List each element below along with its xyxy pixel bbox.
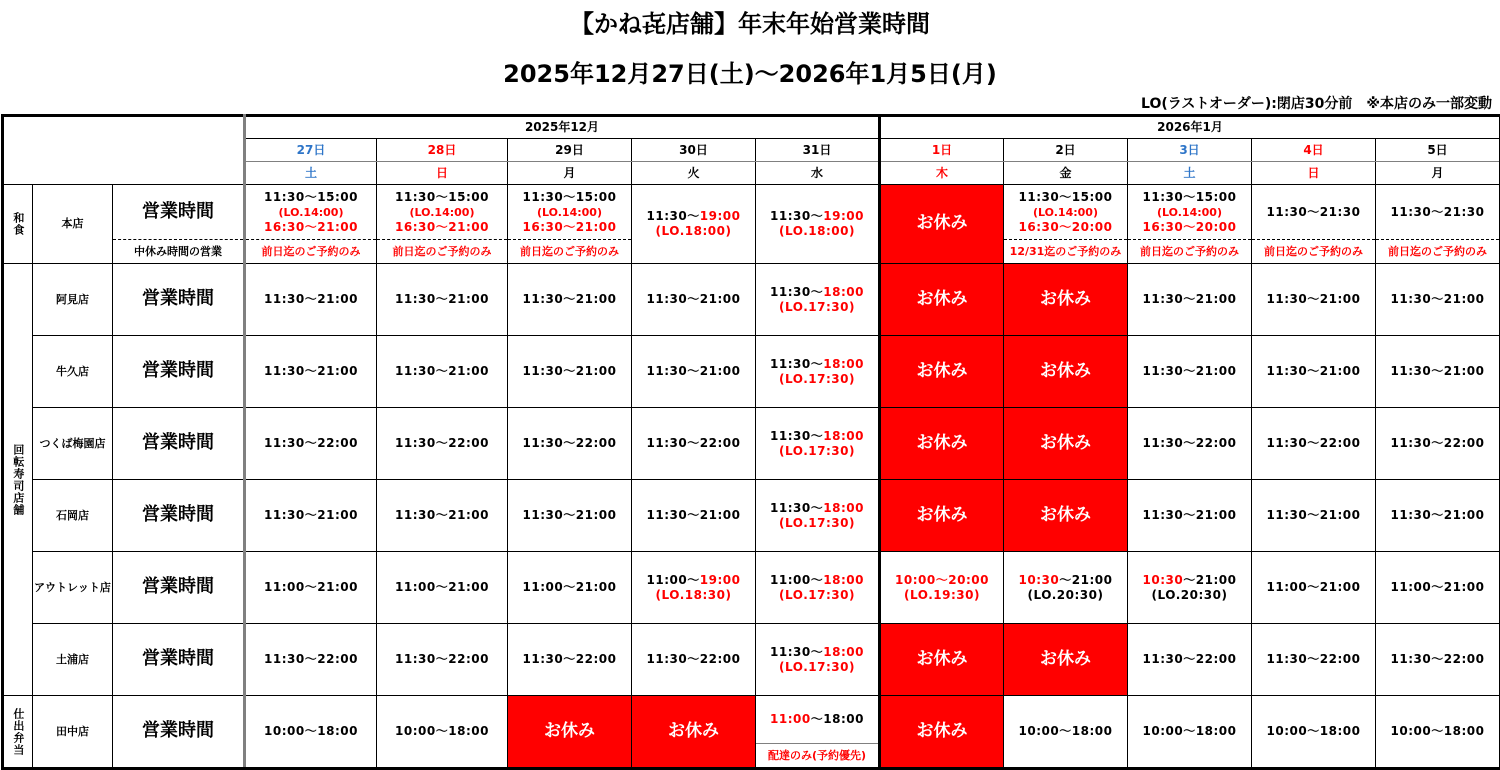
hours-text: 11:30〜21:00	[264, 292, 358, 306]
hours-end-changed: 18:00	[823, 428, 864, 443]
weekday-header: 火	[632, 162, 756, 185]
hours-text: 10:00〜18:00	[1018, 724, 1113, 738]
closed-label: お休み	[1040, 288, 1091, 309]
hours-text: 11:30〜21:00	[395, 292, 489, 306]
hours-cell	[632, 185, 756, 264]
day-header: 28日	[377, 139, 508, 162]
store-row	[3, 480, 1500, 552]
store-name: アウトレット店	[33, 552, 113, 624]
cell-line	[508, 205, 631, 220]
day-header: 2日	[1004, 139, 1128, 162]
hours-start: 11:30〜	[770, 356, 824, 371]
hours-start: 11:00〜	[646, 572, 700, 587]
hours-text: 11:30〜22:00	[1390, 436, 1485, 450]
hours-text: 11:30〜21:00	[1266, 364, 1361, 378]
hours-cell	[632, 624, 756, 696]
hours-cell	[880, 552, 1004, 624]
last-order-note: LO(ラストオーダー):閉店30分前 ※本店のみ一部変動	[1141, 96, 1492, 112]
closed-cell	[1004, 480, 1128, 552]
hours-cell	[1376, 696, 1500, 769]
hours-text: 11:30〜21:00	[1390, 508, 1485, 522]
category-shidashi-bento: 仕出弁当	[3, 696, 33, 769]
hours-cell	[1252, 624, 1376, 696]
hours-cell	[1252, 336, 1376, 408]
hours-text: 11:30〜22:00	[395, 436, 489, 450]
business-hours-label: 営業時間	[113, 336, 245, 408]
hours-cell	[756, 336, 880, 408]
last-order: (LO.18:00)	[655, 224, 732, 238]
hours-cell	[1128, 624, 1252, 696]
month-header: 2025年12月	[245, 116, 880, 139]
hours-cell	[1376, 480, 1500, 552]
cell-line	[756, 444, 878, 459]
last-order: (LO.14:00)	[537, 205, 602, 219]
hours-dinner: 16:30〜21:00	[395, 219, 489, 234]
hours-cell	[756, 264, 880, 336]
business-hours-label: 営業時間	[113, 480, 245, 552]
hours-cell	[756, 696, 880, 769]
closed-label: お休み	[1040, 648, 1091, 669]
hours-text: 11:30〜22:00	[522, 436, 617, 450]
last-order: (LO.19:30)	[904, 587, 980, 602]
cell-line	[377, 205, 507, 220]
last-order: (LO.17:30)	[779, 299, 855, 314]
hours-cell	[508, 336, 632, 408]
closed-label: お休み	[1040, 360, 1091, 381]
cell-line	[1004, 205, 1127, 220]
hours-text: 11:00〜21:00	[1390, 580, 1485, 594]
hours-cell	[632, 552, 756, 624]
hours-cell	[508, 185, 632, 240]
hours-lunch: 11:30〜15:00	[1018, 189, 1113, 204]
hours-end: 〜21:00	[1059, 572, 1113, 587]
hours-lunch: 11:30〜15:00	[395, 189, 489, 204]
hours-end-changed: 19:00	[699, 572, 741, 587]
hours-text: 11:30〜21:00	[1142, 364, 1237, 378]
hours-dinner: 16:30〜21:00	[522, 219, 617, 234]
hours-cell	[756, 480, 880, 552]
hours-text: 11:30〜22:00	[1390, 652, 1485, 666]
hours-text: 11:30〜21:00	[264, 508, 358, 522]
cell-line	[377, 220, 507, 235]
hours-cell	[632, 408, 756, 480]
hours-cell	[245, 624, 377, 696]
cell-line	[632, 224, 755, 239]
cell-line	[1128, 205, 1251, 220]
hours-dinner: 16:30〜20:00	[1018, 219, 1113, 234]
weekday-header: 月	[508, 162, 632, 185]
category-washoku: 和食	[3, 185, 33, 264]
cell-line	[246, 190, 376, 205]
hours-text: 11:00〜21:00	[395, 580, 489, 594]
hours-cell	[245, 185, 377, 240]
date-range: 2025年12月27日(土)〜2026年1月5日(月)	[503, 60, 997, 88]
hours-text: 11:30〜22:00	[264, 436, 358, 450]
hours-text: 11:30〜21:00	[522, 508, 617, 522]
hours-text: 11:30〜22:00	[1142, 652, 1237, 666]
cell-line	[1128, 220, 1251, 235]
hours-cell	[1004, 185, 1128, 240]
hours-cell	[245, 552, 377, 624]
hours-end-changed: 18:00	[823, 356, 864, 371]
day-header: 30日	[632, 139, 756, 162]
hours-cell	[1252, 408, 1376, 480]
closed-label: お休み	[916, 648, 968, 669]
cell-line	[1004, 220, 1127, 235]
hours-text: 11:30〜21:00	[1266, 508, 1361, 522]
closed-label: お休み	[544, 720, 595, 741]
hours-text: 11:30〜22:00	[1266, 652, 1361, 666]
hours-end: 〜21:00	[1183, 572, 1237, 587]
closed-cell	[880, 480, 1004, 552]
last-order: (LO.20:30)	[1027, 587, 1104, 602]
closed-cell	[880, 185, 1004, 264]
hours-cell	[1128, 264, 1252, 336]
hours-cell	[1252, 552, 1376, 624]
hours-cell	[1128, 480, 1252, 552]
store-row	[3, 336, 1500, 408]
hours-cell	[377, 480, 508, 552]
weekday-header: 水	[756, 162, 880, 185]
hours-start: 11:30〜	[770, 500, 824, 515]
day-header: 27日	[245, 139, 377, 162]
cell-line	[881, 588, 1003, 603]
hours-cell	[1004, 696, 1128, 769]
hours-text: 10:00〜20:00	[895, 572, 989, 587]
reservation-note: 前日迄のご予約のみ	[1376, 240, 1500, 264]
hours-cell	[756, 185, 880, 264]
day-header: 5日	[1376, 139, 1500, 162]
hours-text: 11:30〜21:00	[1142, 292, 1237, 306]
hours-cell	[1376, 336, 1500, 408]
hours-text: 11:30〜22:00	[646, 436, 741, 450]
weekday-header: 月	[1376, 162, 1500, 185]
hours-text: 10:00〜18:00	[1390, 724, 1485, 738]
hours-end-changed: 18:00	[823, 572, 864, 587]
cell-line	[1004, 588, 1127, 603]
hours-text: 11:30〜21:00	[395, 508, 489, 522]
cell-line	[632, 573, 755, 588]
hours-text: 10:00〜18:00	[395, 724, 489, 738]
hours-text: 11:30〜21:00	[1142, 508, 1237, 522]
hours-cell	[245, 696, 377, 769]
cell-line	[1128, 190, 1251, 205]
hours-lunch: 11:30〜15:00	[522, 189, 617, 204]
hours-cell	[1376, 264, 1500, 336]
hours-cell	[632, 336, 756, 408]
store-name: 田中店	[33, 696, 113, 769]
cell-line	[756, 357, 878, 372]
business-hours-label: 営業時間	[113, 264, 245, 336]
cell-line	[632, 588, 755, 603]
last-order: (LO.18:00)	[779, 224, 855, 238]
reservation-note: 前日迄のご予約のみ	[1128, 240, 1252, 264]
month-header: 2026年1月	[880, 116, 1500, 139]
hours-text: 11:30〜22:00	[646, 652, 741, 666]
last-order: (LO.18:30)	[655, 587, 732, 602]
hours-cell	[1252, 696, 1376, 769]
store-row-tanaka	[3, 696, 1500, 769]
cell-line	[756, 516, 878, 531]
hours-cell	[1376, 185, 1500, 240]
cell-line	[1128, 573, 1251, 588]
hours-cell	[245, 264, 377, 336]
weekday-header: 木	[880, 162, 1004, 185]
hours-text: 11:30〜21:00	[1390, 364, 1485, 378]
last-order: (LO.14:00)	[278, 205, 344, 219]
business-hours-label: 営業時間	[113, 185, 245, 240]
hours-cell	[1004, 552, 1128, 624]
hours-cell	[508, 264, 632, 336]
midday-break-label: 中休み時間の営業	[113, 240, 245, 264]
store-row-honten	[3, 185, 1500, 240]
store-name: つくば梅園店	[33, 408, 113, 480]
hours-cell	[245, 480, 377, 552]
hours-cell	[1128, 552, 1252, 624]
last-order: (LO.17:30)	[779, 587, 855, 602]
cell-line	[756, 573, 878, 588]
hours-cell	[1128, 408, 1252, 480]
cell-line	[756, 660, 878, 675]
store-name: 石岡店	[33, 480, 113, 552]
hours-text: 11:30〜21:00	[646, 364, 741, 378]
hours-cell	[1376, 552, 1500, 624]
last-order: (LO.14:00)	[409, 205, 475, 219]
hours-line	[756, 696, 878, 744]
closed-label: お休み	[916, 360, 968, 381]
reservation-note: 前日迄のご予約のみ	[377, 240, 508, 264]
hours-cell	[1252, 264, 1376, 336]
closed-cell	[1004, 624, 1128, 696]
hours-cell	[1128, 185, 1252, 240]
hours-start: 11:30〜	[770, 644, 824, 659]
corner-cell	[3, 116, 245, 185]
store-row	[3, 552, 1500, 624]
hours-text: 11:30〜21:00	[264, 364, 358, 378]
closed-label: お休み	[916, 213, 968, 234]
reservation-note: 前日迄のご予約のみ	[245, 240, 377, 264]
month-row	[3, 116, 1500, 139]
hours-cell	[756, 624, 880, 696]
weekday-header: 土	[245, 162, 377, 185]
hours-start: 11:00〜	[770, 572, 824, 587]
reservation-note: 前日迄のご予約のみ	[508, 240, 632, 264]
hours-text: 11:30〜22:00	[395, 652, 489, 666]
cell-line	[377, 190, 507, 205]
hours-text: 11:30〜21:00	[646, 508, 741, 522]
hours-start: 11:30〜	[770, 209, 824, 223]
hours-text: 10:00〜18:00	[1142, 724, 1237, 738]
hours-text: 11:30〜22:00	[1142, 436, 1237, 450]
day-header: 1日	[880, 139, 1004, 162]
reservation-note: 12/31迄のご予約のみ	[1004, 240, 1128, 264]
day-header: 29日	[508, 139, 632, 162]
hours-cell	[756, 552, 880, 624]
cell-line	[1128, 588, 1251, 603]
store-name: 土浦店	[33, 624, 113, 696]
closed-label: お休み	[916, 288, 968, 309]
hours-start: 11:30〜	[646, 209, 700, 223]
store-name: 本店	[33, 185, 113, 264]
hours-cell	[632, 264, 756, 336]
last-order: (LO.14:00)	[1033, 205, 1098, 219]
page-title: 【かね㐂店舗】年末年始営業時間	[570, 10, 930, 38]
hours-dinner: 16:30〜20:00	[1142, 219, 1237, 234]
hours-cell	[245, 408, 377, 480]
hours-cell	[1252, 480, 1376, 552]
hours-cell	[1128, 336, 1252, 408]
cell-line	[756, 224, 878, 239]
closed-label: お休み	[916, 504, 968, 525]
hours-text: 11:30〜21:30	[1390, 204, 1485, 219]
hours-end: 〜18:00	[810, 712, 864, 726]
cell-line	[756, 429, 878, 444]
hours-text: 10:00〜18:00	[1266, 724, 1361, 738]
weekday-header: 金	[1004, 162, 1128, 185]
hours-cell	[1128, 696, 1252, 769]
last-order: (LO.14:00)	[1157, 205, 1222, 219]
hours-cell	[377, 408, 508, 480]
hours-cell	[377, 185, 508, 240]
cell-line	[1004, 573, 1127, 588]
day-header: 3日	[1128, 139, 1252, 162]
closed-cell	[880, 264, 1004, 336]
hours-text: 11:30〜22:00	[264, 652, 358, 666]
hours-cell	[1252, 185, 1376, 240]
hours-cell	[508, 552, 632, 624]
cell-line	[246, 220, 376, 235]
weekday-header: 日	[377, 162, 508, 185]
hours-text: 11:30〜21:30	[1266, 204, 1361, 219]
hours-cell	[508, 408, 632, 480]
cell-line	[756, 588, 878, 603]
hours-start-changed: 10:30	[1018, 572, 1060, 587]
store-name: 阿見店	[33, 264, 113, 336]
hours-text: 11:30〜22:00	[522, 652, 617, 666]
weekday-header: 日	[1252, 162, 1376, 185]
cell-line	[756, 285, 878, 300]
hours-cell	[377, 552, 508, 624]
cell-line	[508, 190, 631, 205]
hours-start-changed: 10:30	[1142, 572, 1184, 587]
hours-cell	[377, 624, 508, 696]
hours-text: 11:30〜21:00	[522, 364, 617, 378]
last-order: (LO.20:30)	[1151, 587, 1228, 602]
hours-text: 10:00〜18:00	[264, 724, 358, 738]
hours-cell	[508, 480, 632, 552]
closed-cell	[1004, 408, 1128, 480]
closed-label: お休み	[1040, 432, 1091, 453]
delivery-note: 配達のみ(予約優先)	[767, 748, 867, 762]
business-hours-label: 営業時間	[113, 408, 245, 480]
cell-line	[508, 220, 631, 235]
closed-cell	[508, 696, 632, 769]
hours-cell	[377, 264, 508, 336]
business-hours-label: 営業時間	[113, 696, 245, 769]
hours-lunch: 11:30〜15:00	[1142, 189, 1237, 204]
hours-cell	[1376, 408, 1500, 480]
cell-line	[881, 573, 1003, 588]
hours-cell	[377, 696, 508, 769]
cell-line	[756, 209, 878, 224]
cell-line	[756, 501, 878, 516]
last-order: (LO.17:30)	[779, 371, 855, 386]
cell-line	[756, 645, 878, 660]
hours-dinner: 16:30〜21:00	[264, 219, 358, 234]
closed-label: お休み	[668, 720, 719, 741]
day-header: 31日	[756, 139, 880, 162]
cell-line	[632, 209, 755, 224]
hours-end-changed: 19:00	[699, 209, 741, 223]
hours-lunch: 11:30〜15:00	[264, 189, 358, 204]
store-row	[3, 624, 1500, 696]
closed-cell	[1004, 336, 1128, 408]
cell-line	[756, 300, 878, 315]
hours-text: 11:30〜21:00	[646, 292, 741, 306]
hours-end-changed: 18:00	[823, 644, 864, 659]
store-row	[3, 408, 1500, 480]
hours-cell	[756, 408, 880, 480]
closed-label: お休み	[1040, 504, 1091, 525]
last-order: (LO.17:30)	[779, 443, 855, 458]
hours-start-changed: 11:00	[770, 712, 811, 726]
closed-label: お休み	[916, 720, 968, 741]
closed-cell	[880, 336, 1004, 408]
hours-cell	[508, 624, 632, 696]
closed-label: お休み	[916, 432, 968, 453]
reservation-note: 前日迄のご予約のみ	[1252, 240, 1376, 264]
closed-cell	[1004, 264, 1128, 336]
store-row	[3, 264, 1500, 336]
closed-cell	[880, 408, 1004, 480]
day-header: 4日	[1252, 139, 1376, 162]
hours-end-changed: 19:00	[823, 209, 864, 223]
hours-cell	[1376, 624, 1500, 696]
hours-end-changed: 18:00	[823, 284, 864, 299]
hours-text: 11:30〜21:00	[522, 292, 617, 306]
cell-line	[1004, 190, 1127, 205]
closed-cell	[632, 696, 756, 769]
cell-line	[246, 205, 376, 220]
hours-text: 11:00〜21:00	[1266, 580, 1361, 594]
hours-cell	[245, 336, 377, 408]
last-order: (LO.17:30)	[779, 659, 855, 674]
hours-end-changed: 18:00	[823, 500, 864, 515]
business-hours-label: 営業時間	[113, 624, 245, 696]
closed-cell	[880, 696, 1004, 769]
hours-text: 11:00〜21:00	[522, 580, 617, 594]
hours-text: 11:30〜21:00	[395, 364, 489, 378]
category-kaiten-sushi: 回転寿司店舗	[3, 264, 33, 696]
last-order: (LO.17:30)	[779, 515, 855, 530]
hours-text: 11:30〜21:00	[1266, 292, 1361, 306]
hours-text: 11:30〜21:00	[1390, 292, 1485, 306]
business-hours-label: 営業時間	[113, 552, 245, 624]
hours-start: 11:30〜	[770, 284, 824, 299]
closed-cell	[880, 624, 1004, 696]
hours-start: 11:30〜	[770, 428, 824, 443]
hours-text: 11:00〜21:00	[264, 580, 358, 594]
hours-text: 11:30〜22:00	[1266, 436, 1361, 450]
hours-cell	[377, 336, 508, 408]
weekday-header: 土	[1128, 162, 1252, 185]
store-name: 牛久店	[33, 336, 113, 408]
hours-cell	[632, 480, 756, 552]
schedule-table	[1, 114, 1500, 770]
cell-line	[756, 372, 878, 387]
